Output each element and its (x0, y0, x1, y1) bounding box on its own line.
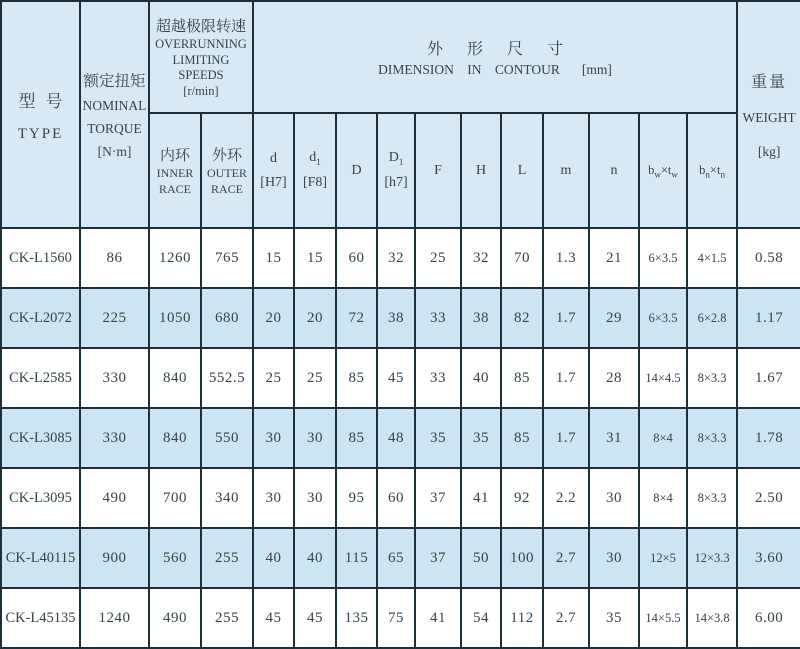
value-cell: 0.58 (737, 228, 800, 288)
value-cell: 40 (461, 348, 501, 408)
value-cell: 8×4 (639, 408, 687, 468)
value-cell: 550 (201, 408, 253, 468)
value-cell: 85 (501, 348, 543, 408)
value-cell: 115 (336, 528, 377, 588)
speeds-label-en2: LIMITING SPEEDS (172, 53, 230, 82)
value-cell: 38 (461, 288, 501, 348)
value-cell: 85 (336, 348, 377, 408)
value-cell: 255 (201, 528, 253, 588)
type-cell: CK-L2585 (1, 348, 80, 408)
weight-label-zh: 重量 (751, 74, 788, 91)
col-header-outer-race (201, 113, 253, 228)
col-header-weight (737, 1, 800, 228)
col-header-bw-tw: $b_w\times t_w$ (639, 113, 687, 228)
col-header-d: d [H7] (253, 113, 294, 228)
value-cell: 1260 (149, 228, 201, 288)
value-cell: 900 (80, 528, 149, 588)
value-cell: 6.00 (737, 588, 800, 648)
value-cell: 8×3.3 (687, 348, 737, 408)
type-cell: CK-L2072 (1, 288, 80, 348)
value-cell: 4×1.5 (687, 228, 737, 288)
value-cell: 25 (253, 348, 294, 408)
type-cell: CK-L1560 (1, 228, 80, 288)
table-row (1, 408, 800, 468)
dimension-label-zh: 外形尺寸 (427, 41, 588, 58)
value-cell: 225 (80, 288, 149, 348)
value-cell: 14×5.5 (639, 588, 687, 648)
value-cell: 560 (149, 528, 201, 588)
value-cell: 490 (80, 468, 149, 528)
value-cell: 700 (149, 468, 201, 528)
table-row (1, 528, 800, 588)
value-cell: 6×2.8 (687, 288, 737, 348)
value-cell: 12×5 (639, 528, 687, 588)
weight-label-en: WEIGHT (742, 110, 796, 125)
value-cell: 490 (149, 588, 201, 648)
value-cell: 1.3 (543, 228, 589, 288)
value-cell: 20 (253, 288, 294, 348)
d1-tolerance: [F8] (302, 174, 328, 190)
torque-label-zh: 额定扭矩 (83, 73, 146, 90)
value-cell: 1240 (80, 588, 149, 648)
col-header-limiting-speeds (149, 1, 253, 113)
speeds-unit: [r/min] (183, 84, 219, 98)
weight-unit: [kg] (757, 144, 781, 159)
value-cell: 65 (377, 528, 415, 588)
value-cell: 680 (201, 288, 253, 348)
value-cell: 60 (377, 468, 415, 528)
value-cell: 82 (501, 288, 543, 348)
value-cell: 41 (415, 588, 461, 648)
type-cell: CK-L3085 (1, 408, 80, 468)
value-cell: 1.67 (737, 348, 800, 408)
value-cell: 30 (253, 408, 294, 468)
value-cell: 37 (415, 468, 461, 528)
type-label-en: TYPE (17, 125, 64, 142)
value-cell: 25 (294, 348, 336, 408)
value-cell: 100 (501, 528, 543, 588)
value-cell: 20 (294, 288, 336, 348)
value-cell: 86 (80, 228, 149, 288)
dimension-label-en: DIMENSION IN CONTOUR [mm] (378, 62, 612, 77)
outer-race-zh: 外环 (211, 148, 242, 164)
value-cell: 135 (336, 588, 377, 648)
outer-race-en1: OUTER (207, 166, 247, 180)
value-cell: 14×3.8 (687, 588, 737, 648)
value-cell: 6×3.5 (639, 228, 687, 288)
value-cell: 340 (201, 468, 253, 528)
spec-table-body (1, 228, 800, 648)
value-cell: 1.78 (737, 408, 800, 468)
value-cell: 8×4 (639, 468, 687, 528)
value-cell: 28 (589, 348, 639, 408)
col-header-bn-tn: $b_n\times t_n$ (687, 113, 737, 228)
col-header-inner-race (149, 113, 201, 228)
value-cell: 33 (415, 348, 461, 408)
torque-label-en2: TORQUE (87, 121, 142, 136)
col-header-D1: $D_1$ [h7] (377, 113, 415, 228)
speeds-label-zh: 超越极限转速 (155, 19, 246, 35)
col-header-F: F (415, 113, 461, 228)
value-cell: 85 (336, 408, 377, 468)
value-cell: 41 (461, 468, 501, 528)
table-row (1, 588, 800, 648)
value-cell: 25 (415, 228, 461, 288)
value-cell: 840 (149, 348, 201, 408)
value-cell: 70 (501, 228, 543, 288)
value-cell: 32 (377, 228, 415, 288)
inner-race-en1: INNER (156, 166, 194, 180)
value-cell: 12×3.3 (687, 528, 737, 588)
dimension-unit: [mm] (581, 62, 612, 77)
type-label-zh: 型号 (18, 91, 73, 111)
value-cell: 112 (501, 588, 543, 648)
value-cell: 765 (201, 228, 253, 288)
value-cell: 45 (294, 588, 336, 648)
value-cell: 95 (336, 468, 377, 528)
value-cell: 2.7 (543, 528, 589, 588)
value-cell: 30 (294, 468, 336, 528)
inner-race-en2: RACE (158, 182, 191, 196)
table-header (1, 1, 800, 228)
value-cell: 840 (149, 408, 201, 468)
speeds-label-en1: OVERRUNNING (155, 37, 247, 51)
value-cell: 40 (294, 528, 336, 588)
type-cell: CK-L45135 (1, 588, 80, 648)
value-cell: 1.7 (543, 408, 589, 468)
value-cell: 35 (415, 408, 461, 468)
value-cell: 15 (294, 228, 336, 288)
value-cell: 29 (589, 288, 639, 348)
value-cell: 32 (461, 228, 501, 288)
col-header-n: n (589, 113, 639, 228)
table-row (1, 468, 800, 528)
col-header-d1: $d_1$ [F8] (294, 113, 336, 228)
value-cell: 54 (461, 588, 501, 648)
col-header-m: m (543, 113, 589, 228)
value-cell: 1.7 (543, 288, 589, 348)
value-cell: 85 (501, 408, 543, 468)
value-cell: 60 (336, 228, 377, 288)
col-header-H: H (461, 113, 501, 228)
col-header-D: D (336, 113, 377, 228)
value-cell: 8×3.3 (687, 468, 737, 528)
col-header-L: L (501, 113, 543, 228)
value-cell: 2.7 (543, 588, 589, 648)
inner-race-zh: 内环 (159, 148, 190, 164)
col-header-type (1, 1, 80, 228)
value-cell: 255 (201, 588, 253, 648)
table-row (1, 228, 800, 288)
value-cell: 21 (589, 228, 639, 288)
value-cell: 45 (253, 588, 294, 648)
value-cell: 72 (336, 288, 377, 348)
value-cell: 30 (589, 468, 639, 528)
value-cell: 1.7 (543, 348, 589, 408)
value-cell: 552.5 (201, 348, 253, 408)
value-cell: 15 (253, 228, 294, 288)
value-cell: 6×3.5 (639, 288, 687, 348)
value-cell: 30 (589, 528, 639, 588)
value-cell: 330 (80, 348, 149, 408)
D1-tolerance: [h7] (384, 174, 408, 190)
col-header-dimension (253, 1, 737, 113)
value-cell: 37 (415, 528, 461, 588)
value-cell: 31 (589, 408, 639, 468)
value-cell: 14×4.5 (639, 348, 687, 408)
torque-unit: [N·m] (97, 144, 132, 159)
value-cell: 40 (253, 528, 294, 588)
value-cell: 35 (461, 408, 501, 468)
value-cell: 3.60 (737, 528, 800, 588)
col-header-nominal-torque (80, 1, 149, 228)
value-cell: 8×3.3 (687, 408, 737, 468)
value-cell: 1050 (149, 288, 201, 348)
value-cell: 1.17 (737, 288, 800, 348)
value-cell: 45 (377, 348, 415, 408)
value-cell: 30 (294, 408, 336, 468)
value-cell: 48 (377, 408, 415, 468)
d-tolerance: [H7] (260, 174, 287, 190)
value-cell: 2.2 (543, 468, 589, 528)
value-cell: 33 (415, 288, 461, 348)
outer-race-en2: RACE (210, 182, 243, 196)
value-cell: 50 (461, 528, 501, 588)
table-row (1, 348, 800, 408)
value-cell: 2.50 (737, 468, 800, 528)
value-cell: 35 (589, 588, 639, 648)
value-cell: 75 (377, 588, 415, 648)
header-row-1 (1, 1, 800, 113)
value-cell: 330 (80, 408, 149, 468)
type-cell: CK-L3095 (1, 468, 80, 528)
value-cell: 30 (253, 468, 294, 528)
type-cell: CK-L40115 (1, 528, 80, 588)
torque-label-en1: NOMINAL (82, 98, 147, 113)
value-cell: 38 (377, 288, 415, 348)
table-row (1, 288, 800, 348)
value-cell: 92 (501, 468, 543, 528)
